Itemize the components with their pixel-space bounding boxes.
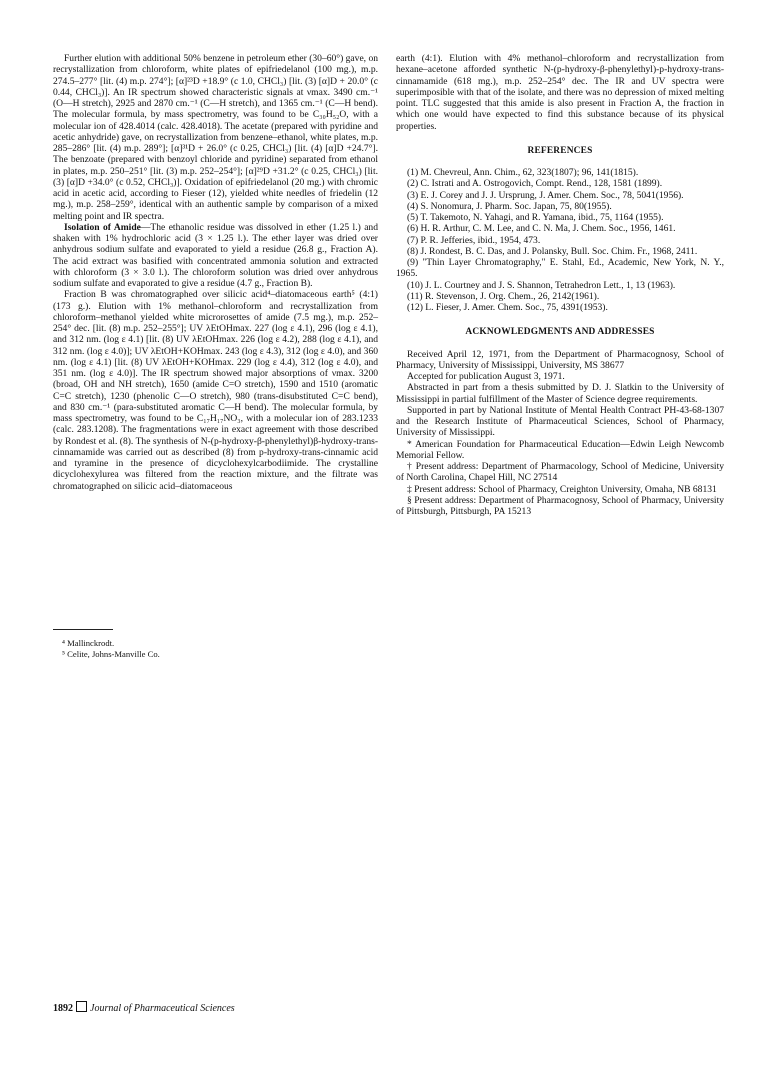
reference-item: (5) T. Takemoto, N. Yahagi, and R. Yamana, ibid., 75, 1164 (1955).	[407, 212, 664, 223]
reference-item: (8) J. Rondest, B. C. Das, and J. Polansky, Bull. Soc. Chim. Fr., 1968, 2411.	[407, 245, 698, 257]
footnote-5: ⁵ Celite, Johns-Manville Co.	[62, 648, 160, 659]
reference-item: (11) R. Stevenson, J. Org. Chem., 26, 2142(1961).	[407, 290, 600, 302]
acknowledgments	[396, 349, 724, 518]
amide-isolation-paragraph	[53, 222, 378, 290]
reference-item: (2) C. Istrati and A. Ostrogovich, Compt. Rend., 128, 1581 (1899).	[407, 178, 663, 190]
amide-isolation-heading: Isolation of Amide	[64, 221, 141, 233]
ack-paragraph: * American Foundation for Pharmaceutical Education—Edwin Leigh Newcomb Memorial Fellow.	[396, 438, 724, 461]
reference-item: (3) E. J. Corey and J. J. Ursprung, J. Amer. Chem. Soc., 78, 5041(1956).	[407, 189, 684, 201]
reference-item: (6) H. R. Arthur, C. M. Lee, and C. N. Ma, J. Chem. Soc., 1956, 1461.	[407, 223, 676, 235]
amide-isolation-text: —The ethanolic residue was dissolved in ether (1.25 l.) and shaken with 1% hydrochloric acid (3 × 1.25 l.). The ether layer was dried over anhydrous sodium sulfate and evaporated to yield a residue (26.8 g., Fraction A). The acid extract was basified with concentrated ammonia solution and extracted with chloroform (3 × 3.0 l.). The chloroform solution was dried over anhydrous sodium sulfate and evaporated to give a residue (4.7 g., Fraction B).	[53, 221, 378, 289]
epifriedelanol-paragraph: Further elution with additional 50% benzene in petroleum ether (30–60°) gave, on recrystallization from chloroform, white plates of epifriedelanol (100 mg.), m.p. 274.5–277° [lit. (4) m.p. 274°]; [α]²³D +18.9° (c 1.0, CHCl₃) [lit. (3) [α]D + 20.0° (c 0.44, CHCl₃)]. An IR spectrum showed characteristic signals at νmax. 3490 cm.⁻¹ (O—H stretch), 2925 and 2870 cm.⁻¹ (C—H stretch), and 1365 cm.⁻¹ (C—H bend). The molecular formula, by mass spectrometry, was found to be C₃₀H₅₂O, with a molecular ion of 428.4014 (calc. 428.4018). The acetate (prepared with pyridine and acetic anhydride) gave, on recrystallization from benzene–ethanol, white plates, m.p. 285–286° [lit. (4) m.p. 289°]; [α]³¹D + 26.0° (c 0.25, CHCl₃) [lit. (4) [α]D +24.7°]. The benzoate (prepared with benzoyl chloride and pyridine) separated from ethanol in plates, m.p. 250–251° [lit. (3) m.p. 252–254°]; [α]²⁹D +31.2° (c 0.25, CHCl₃) [lit. (3) [α]D +34.0° (c 0.52, CHCl₃)]. Oxidation of epifriedelanol (20 mg.) with chromic acid in acetic acid, according to Fieser (12), yielded white needles of friedelin (12 mg.), m.p. 258–259°, identical with an authentic sample by comparison of a mixed melting point and IR spectra.	[53, 53, 379, 222]
reference-item: (1) M. Chevreul, Ann. Chim., 62, 323(1807); 96, 141(1815).	[407, 167, 639, 178]
ack-paragraph: § Present address: Department of Pharmacognosy, School of Pharmacy, University of Pittsburgh, Pittsburgh, PA 15213	[396, 494, 724, 517]
ack-paragraph: Received April 12, 1971, from the Department of Pharmacognosy, School of Pharmacy, University of Mississippi, University, MS 38677	[396, 348, 724, 371]
acknowledgments-heading: ACKNOWLEDGMENTS AND ADDRESSES	[465, 327, 655, 338]
footnote-4: ⁴ Mallinckrodt.	[62, 638, 115, 648]
reference-item: (12) L. Fieser, J. Amer. Chem. Soc., 75, 4391(1953).	[407, 302, 608, 313]
references-heading: REFERENCES	[527, 145, 593, 156]
ack-paragraph: † Present address: Department of Pharmacology, School of Medicine, University of North Carolina, Chapel Hill, NC 27514	[396, 461, 724, 484]
page-footer	[53, 1001, 235, 1014]
references-list	[396, 167, 724, 313]
reference-item: (7) P. R. Jefferies, ibid., 1954, 473.	[407, 234, 541, 246]
journal-name: Journal of Pharmaceutical Sciences	[90, 1003, 235, 1014]
page-number: 1892	[53, 1003, 73, 1014]
ack-paragraph: Accepted for publication August 3, 1971.	[407, 371, 565, 382]
continuation-paragraph: earth (4:1). Elution with 4% methanol–chloroform and recrystallization from hexane–acetone afforded synthetic N-(p-hydroxy-β-phenylethyl)-p-hydroxy-trans-cinnamamide (618 mg.), m.p. 252–254° dec. The IR and UV spectra were superimposible with that of the isolate, and there was no depression of mixed melting point. TLC suggested that this amide is also present in Fraction A, the fraction in which one would have expected to find this substance because of its physical properties.	[396, 53, 724, 132]
reference-item: (9) "Thin Layer Chromatography," E. Stahl, Ed., Academic, New York, N. Y., 1965.	[396, 257, 724, 280]
footnote-divider	[53, 629, 113, 630]
square-ornament-icon	[76, 1001, 87, 1012]
reference-item: (10) J. L. Courtney and J. S. Shannon, Tetrahedron Lett., 1, 13 (1963).	[407, 279, 676, 291]
left-column	[53, 53, 378, 492]
ack-paragraph: Supported in part by National Institute of Mental Health Contract PH-43-68-1307 and the Research Institute of Pharmaceutical Sciences, School of Pharmacy, University of Mississippi.	[396, 404, 724, 439]
ack-paragraph: ‡ Present address: School of Pharmacy, Creighton University, Omaha, NB 68131	[407, 483, 717, 495]
fraction-b-paragraph: Fraction B was chromatographed over silicic acid⁴–diatomaceous earth⁵ (4:1) (173 g.). Elution with 1% methanol–chloroform and recrystallization from chloroform–methanol yielded white microrosettes of amide (7.5 mg.), m.p. 252–254° dec. [lit. (8) m.p. 252–255°]; UV λEtOHmax. 227 (log ε 4.1), 296 (log ε 4.1), and 312 nm. (log ε 4.1) [lit. (8) UV λEtOHmax. 226 (log ε 4.2), 288 (log ε 4.1), and 312 nm. (log ε 4.0)]; UV λEtOH+KOHmax. 243 (log ε 4.3), 312 (log ε 4.0), and 360 nm. (log ε 4.1) [lit. (8) UV λEtOH+KOHmax. 229 (log ε 4.4), 312 (log ε 4.0), and 351 nm. (log ε 4.0)]. The IR spectrum showed major absorptions of νmax. 3200 (broad, OH and NH stretch), 1650 (amide C=O stretch), 1590 and 1510 (aromatic C=C stretch), 1230 (phenolic C—O stretch), 980 (trans-disubstituted C=C bend), and 830 cm.⁻¹ (para-substituted aromatic C—H bend). The molecular formula, by mass spectrometry, was found to be C₁₇H₁₇NO₃, with a molecular ion of 283.1233 (calc. 283.1208). The fragmentations were in exact agreement with those described by Rondest et al. (8). The synthesis of N-(p-hydroxy-β-phenylethyl)β-hydroxy-trans-cinnamamide was carried out as described (8) from p-hydroxy-trans-cinnamic acid and tyramine in the presence of dicyclohexylcarbodiimide. The crystalline dicyclohexylurea was filtered from the reaction mixture, and the filtrate was chromatographed on silicic acid–diatomaceous	[53, 289, 378, 492]
ack-paragraph: Abstracted in part from a thesis submitted by D. J. Slatkin to the University of Mississippi in partial fulfillment of the Master of Science degree requirements.	[396, 382, 724, 405]
footnotes	[62, 638, 160, 659]
right-column	[396, 53, 724, 517]
reference-item: (4) S. Nonomura, J. Pharm. Soc. Japan, 75, 80(1955).	[407, 200, 612, 212]
